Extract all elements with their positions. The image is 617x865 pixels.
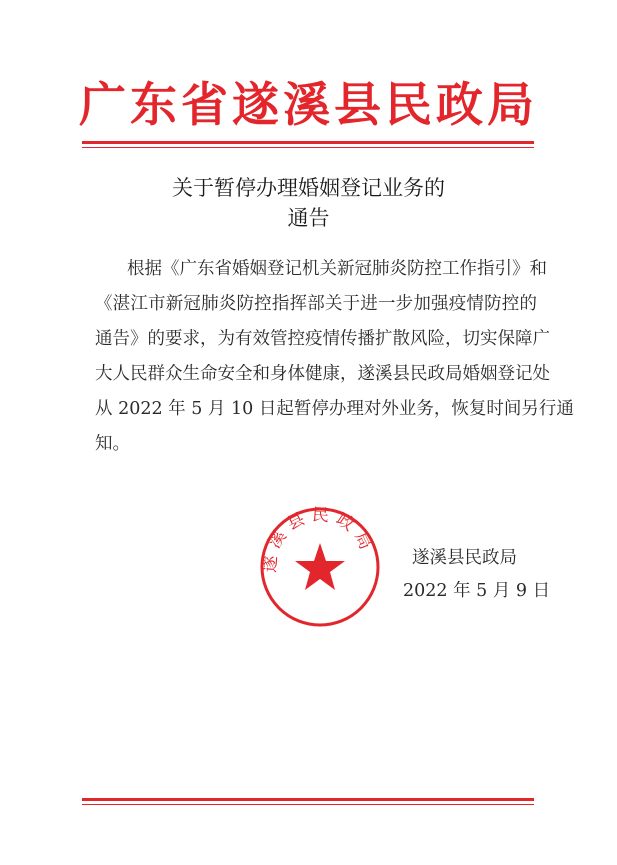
notice-title-line1: 关于暂停办理婚姻登记业务的 [172,176,445,200]
letterhead-title: 广东省遂溪县民政局 [79,78,538,133]
official-seal [258,505,382,629]
notice-title-line2: 通告 [287,206,330,230]
body-line: 根据《广东省婚姻登记机关新冠肺炎防控工作指引》和 [127,259,547,279]
seal-text: 遂溪县民政局 [260,505,379,574]
body-line: 从 2022 年 5 月 10 日起暂停办理对外业务，恢复时间另行通 [95,399,574,419]
letterhead-rule-thin [82,147,534,148]
footer-rule [82,798,534,801]
signature-date: 2022 年 5 月 9 日 [403,581,551,601]
body-line: 通告》的要求，为有效管控疫情传播扩散风险，切实保障广 [95,329,550,349]
body-line: 大人民群众生命安全和身体健康，遂溪县民政局婚姻登记处 [95,364,550,384]
footer-rule-thin [82,804,534,805]
body-line: 《湛江市新冠肺炎防控指挥部关于进一步加强疫情防控的 [95,294,537,314]
letterhead-rule [82,141,534,144]
body-line: 知。 [95,434,130,454]
seal-star-icon [295,543,345,590]
signature-org: 遂溪县民政局 [412,548,517,568]
